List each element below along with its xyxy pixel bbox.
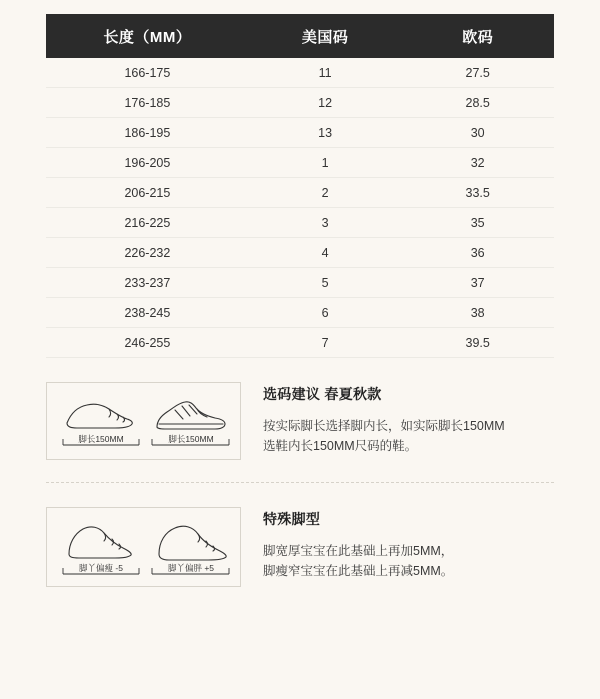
cell-us-size: 11 [249, 58, 402, 88]
special-foot-title: 特殊脚型 [263, 511, 321, 527]
cell-us-size: 5 [249, 268, 402, 298]
special-foot-text-block [241, 507, 453, 581]
cell-us-size: 12 [249, 88, 402, 118]
special-foot-section [46, 483, 554, 587]
cell-eu-size: 28.5 [401, 88, 554, 118]
advice-section [46, 358, 554, 460]
table-row [46, 298, 554, 328]
cell-us-size: 3 [249, 208, 402, 238]
advice-left-caption: 脚长150MM [78, 434, 124, 444]
narrow-and-wide-foot-diagram-icon [47, 508, 240, 586]
advice-figure-box [46, 382, 241, 460]
cell-us-size: 7 [249, 328, 402, 358]
table-row [46, 268, 554, 298]
table-row [46, 148, 554, 178]
cell-us-size: 6 [249, 298, 402, 328]
column-header-length: 长度（MM） [46, 14, 249, 58]
cell-eu-size: 32 [401, 148, 554, 178]
table-row [46, 208, 554, 238]
cell-length: 206-215 [46, 178, 249, 208]
advice-line-2: 选鞋内长150MM尺码的鞋。 [263, 439, 418, 453]
table-row [46, 328, 554, 358]
advice-line-1: 按实际脚长选择脚内长，如实际脚长150MM [263, 419, 505, 433]
cell-eu-size: 35 [401, 208, 554, 238]
advice-right-caption: 脚长150MM [168, 434, 214, 444]
cell-length: 186-195 [46, 118, 249, 148]
cell-length: 166-175 [46, 58, 249, 88]
special-foot-line-2: 脚瘦窄宝宝在此基础上再减5MM。 [263, 564, 454, 578]
column-header-eu-size: 欧码 [401, 14, 554, 58]
size-chart-table [46, 14, 554, 358]
size-guide-page [0, 14, 600, 699]
table-header [46, 14, 554, 58]
cell-length: 226-232 [46, 238, 249, 268]
special-left-caption: 脚丫偏瘦 -5 [79, 563, 123, 573]
cell-eu-size: 36 [401, 238, 554, 268]
cell-length: 176-185 [46, 88, 249, 118]
cell-eu-size: 33.5 [401, 178, 554, 208]
special-foot-line-1: 脚宽厚宝宝在此基础上再加5MM， [263, 544, 454, 558]
table-row [46, 238, 554, 268]
cell-us-size: 1 [249, 148, 402, 178]
advice-title: 选码建议 春夏秋款 [263, 386, 382, 402]
table-row [46, 58, 554, 88]
column-header-us-size: 美国码 [249, 14, 402, 58]
cell-length: 216-225 [46, 208, 249, 238]
special-foot-figure-box [46, 507, 241, 587]
foot-and-shoe-diagram-icon [47, 383, 240, 459]
table-row [46, 118, 554, 148]
special-right-caption: 脚丫偏胖 +5 [167, 563, 215, 573]
table-body [46, 58, 554, 358]
table-row [46, 178, 554, 208]
cell-eu-size: 27.5 [401, 58, 554, 88]
cell-eu-size: 39.5 [401, 328, 554, 358]
cell-length: 233-237 [46, 268, 249, 298]
cell-eu-size: 37 [401, 268, 554, 298]
cell-eu-size: 38 [401, 298, 554, 328]
cell-length: 246-255 [46, 328, 249, 358]
cell-us-size: 4 [249, 238, 402, 268]
cell-eu-size: 30 [401, 118, 554, 148]
table-row [46, 88, 554, 118]
advice-text-block [241, 382, 505, 456]
cell-length: 196-205 [46, 148, 249, 178]
table-header-row [46, 14, 554, 58]
cell-us-size: 13 [249, 118, 402, 148]
cell-us-size: 2 [249, 178, 402, 208]
cell-length: 238-245 [46, 298, 249, 328]
